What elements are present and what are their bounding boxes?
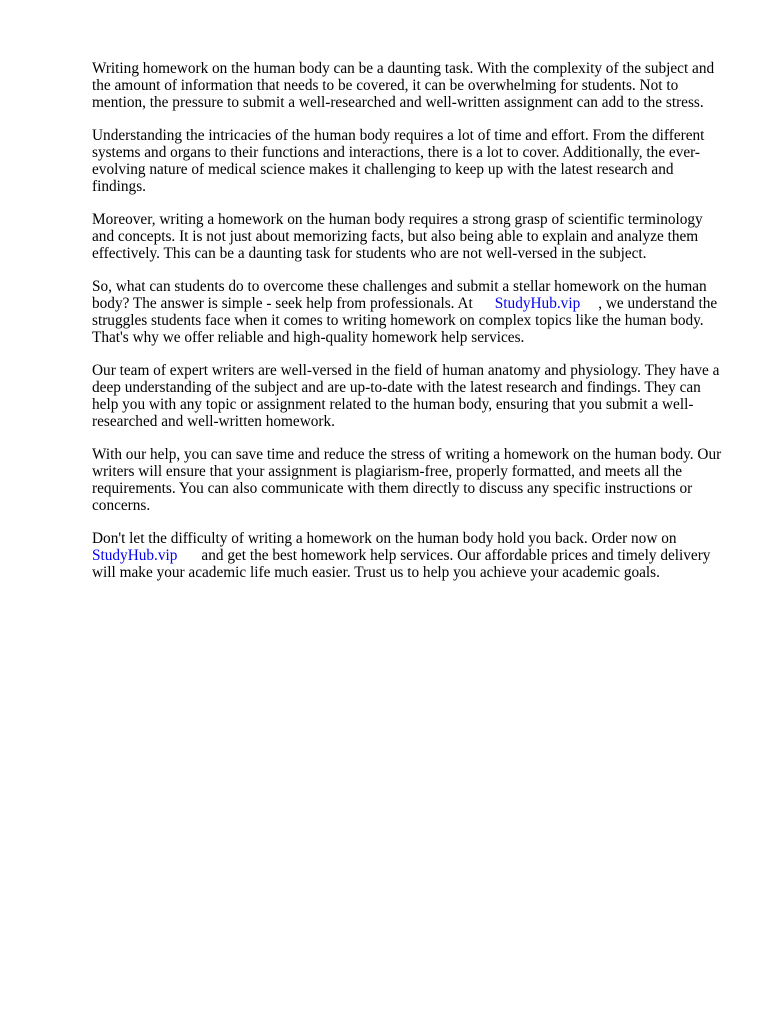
- paragraph-intro: Writing homework on the human body can be a daunting task. With the complexity of the subject and the amount of information that needs to be covered, it can be overwhelming for students. Not to mention, the pressure to submit a well-researched and well-written assignment can add to the stress.: [92, 60, 715, 111]
- paragraph-moreover: Moreover, writing a homework on the human body requires a strong grasp of scientific terminology and concepts. It is not just about memorizing facts, but also being able to explain and analyze them effectively. This can be a daunting task for students who are not well-versed in the subject.: [92, 211, 703, 262]
- paragraph-solution: [92, 278, 722, 346]
- paragraph-closing-text-before: Don't let the difficulty of writing a homework on the human body hold you back. Order now on: [92, 530, 677, 547]
- paragraph-closing: [92, 530, 722, 581]
- paragraph-solution-text-after: , we understand the struggles students face when it comes to writing homework on complex topics like the human body. That's why we offer reliable and high-quality homework help services.: [92, 295, 718, 346]
- paragraph-understanding: Understanding the intricacies of the human body requires a lot of time and effort. From the different systems and organs to their functions and interactions, there is a lot to cover. Additionally, the ever-evolving nature of medical science makes it challenging to keep up with the latest research and findings.: [92, 127, 705, 195]
- paragraph-closing-text-after: and get the best homework help services. Our affordable prices and timely delivery will make your academic life much easier. Trust us to help you achieve your academic goals.: [92, 547, 711, 581]
- paragraph-help: With our help, you can save time and reduce the stress of writing a homework on the human body. Our writers will ensure that your assignment is plagiarism-free, properly formatted, and meets all the requirements. You can also communicate with them directly to discuss any specific instructions or concerns.: [92, 446, 722, 514]
- document-body: [92, 60, 722, 597]
- paragraph-team: Our team of expert writers are well-versed in the field of human anatomy and physiology. They have a deep understanding of the subject and are up-to-date with the latest research and findings. They can help you with any topic or assignment related to the human body, ensuring that you submit a well-researched and well-written homework.: [92, 362, 720, 430]
- paragraph-solution-text-before: So, what can students do to overcome these challenges and submit a stellar homework on the human body? The answer is simple - seek help from professionals. At: [92, 278, 707, 312]
- studyhub-link-2[interactable]: StudyHub.vip: [92, 547, 178, 564]
- studyhub-link-1[interactable]: StudyHub.vip: [494, 295, 581, 312]
